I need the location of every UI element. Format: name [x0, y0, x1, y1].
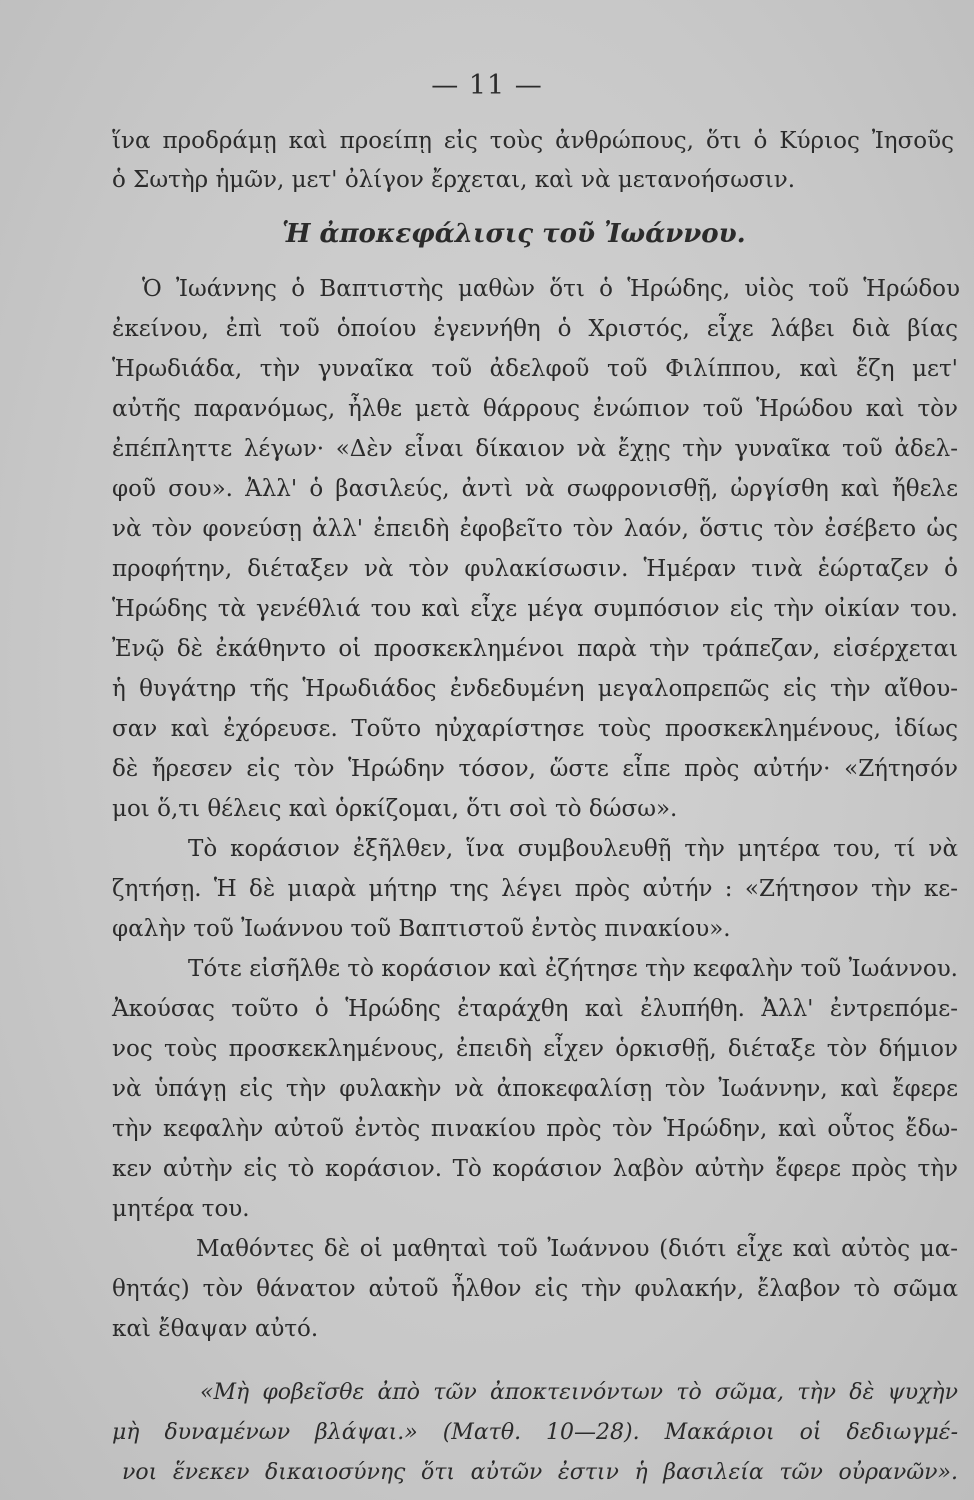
text-line: νὰ ὑπάγῃ εἰς τὴν φυλακὴν νὰ ἀποκεφαλίσῃ τὸν Ἰωάννην, καὶ ἔφερε	[112, 1076, 958, 1102]
text-line: μητέρα του.	[112, 1196, 250, 1222]
text-line: αὐτῆς παρανόμως, ἦλθε μετὰ θάρρους ἐνώπιον τοῦ Ἡρώδου καὶ τὸν	[112, 396, 958, 422]
text-line: ἵνα προδράμῃ καὶ προείπῃ εἰς τοὺς ἀνθρώπους, ὅτι ὁ Κύριος Ἰησοῦς	[112, 128, 954, 154]
text-line: φαλὴν τοῦ Ἰωάννου τοῦ Βαπτιστοῦ ἐντὸς πινακίου».	[112, 916, 731, 942]
text-line: δὲ ἤρεσεν εἰς τὸν Ἡρώδην τόσον, ὥστε εἶπε πρὸς αὐτήν· «Ζήτησόν	[112, 756, 958, 782]
text-line: ἡ θυγάτηρ τῆς Ἡρωδιάδος ἐνδεδυμένη μεγαλοπρεπῶς εἰς τὴν αἴθου-	[112, 676, 958, 702]
text-line: φοῦ σου». Ἀλλ' ὁ βασιλεύς, ἀντὶ νὰ σωφρονισθῇ, ὠργίσθη καὶ ἤθελε	[112, 476, 958, 502]
text-line: ἐπέπληττε λέγων· «Δὲν εἶναι δίκαιον νὰ ἔχῃς τὴν γυναῖκα τοῦ ἀδελ-	[112, 436, 958, 462]
text-line: Ὁ Ἰωάννης ὁ Βαπτιστὴς μαθὼν ὅτι ὁ Ἡρώδης, υἱὸς τοῦ Ἡρώδου	[142, 276, 960, 302]
text-line: Ἡρωδιάδα, τὴν γυναῖκα τοῦ ἀδελφοῦ τοῦ Φιλίππου, καὶ ἔζη μετ'	[112, 356, 958, 382]
text-line: Τότε εἰσῆλθε τὸ κοράσιον καὶ ἐζήτησε τὴν κεφαλὴν τοῦ Ἰωάννου.	[188, 956, 958, 982]
text-line: σαν καὶ ἐχόρευσε. Τοῦτο ηὐχαρίστησε τοὺς προσκεκλημένους, ἰδίως	[112, 716, 958, 742]
text-line: τὴν κεφαλὴν αὐτοῦ ἐντὸς πινακίου πρὸς τὸν Ἡρώδην, καὶ οὗτος ἔδω-	[112, 1116, 958, 1142]
text-line: κεν αὐτὴν εἰς τὸ κοράσιον. Τὸ κοράσιον λαβὸν αὐτὴν ἔφερε πρὸς τὴν	[112, 1156, 958, 1182]
text-line: θητάς) τὸν θάνατον αὐτοῦ ἦλθον εἰς τὴν φυλακήν, ἔλαβον τὸ σῶμα	[112, 1276, 958, 1302]
text-line: Ἐνῷ δὲ ἐκάθηντο οἱ προσκεκλημένοι παρὰ τὴν τράπεζαν, εἰσέρχεται	[112, 636, 958, 662]
text-line: νὰ τὸν φονεύσῃ ἀλλ' ἐπειδὴ ἐφοβεῖτο τὸν λαόν, ὅστις τὸν ἐσέβετο ὡς	[112, 516, 958, 542]
section-heading: Ἡ ἀποκεφάλισις τοῦ Ἰωάννου.	[282, 219, 746, 249]
text-line: Μαθόντες δὲ οἱ μαθηταὶ τοῦ Ἰωάννου (διότι εἶχε καὶ αὐτὸς μα-	[196, 1236, 958, 1262]
quote-line: νοι ἕνεκεν δικαιοσύνης ὅτι αὐτῶν ἐστιν ἡ βασιλεία τῶν οὐρανῶν».	[122, 1460, 958, 1485]
text-line: Ἡρώδης τὰ γενέθλιά του καὶ εἶχε μέγα συμπόσιον εἰς τὴν οἰκίαν του.	[112, 596, 958, 622]
text-line: ὁ Σωτὴρ ἡμῶν, μετ' ὀλίγον ἔρχεται, καὶ νὰ μετανοήσωσιν.	[112, 167, 796, 193]
text-line: ζητήσῃ. Ἡ δὲ μιαρὰ μήτηρ της λέγει πρὸς αὐτήν : «Ζήτησον τὴν κε-	[112, 876, 958, 902]
page-number: — 11 —	[431, 70, 543, 101]
quote-line: μὴ δυναμένων βλάψαι.» (Ματθ. 10—28). Μακάριοι οἱ δεδιωγμέ-	[112, 1420, 958, 1445]
text-line: μοι ὅ,τι θέλεις καὶ ὁρκίζομαι, ὅτι σοὶ τὸ δώσω».	[112, 796, 678, 822]
text-line: καὶ ἔθαψαν αὐτό.	[112, 1316, 319, 1342]
text-line: Τὸ κοράσιον ἐξῆλθεν, ἵνα συμβουλευθῇ τὴν μητέρα του, τί νὰ	[188, 836, 958, 862]
text-line: Ἀκούσας τοῦτο ὁ Ἡρώδης ἐταράχθη καὶ ἐλυπήθη. Ἀλλ' ἐντρεπόμε-	[112, 996, 958, 1022]
text-line: νος τοὺς προσκεκλημένους, ἐπειδὴ εἶχεν ὁρκισθῇ, διέταξε τὸν δήμιον	[112, 1036, 958, 1062]
text-line: προφήτην, διέταξεν νὰ τὸν φυλακίσωσιν. Ἡμέραν τινὰ ἑώρταζεν ὁ	[112, 556, 958, 582]
quote-line: «Μὴ φοβεῖσθε ἀπὸ τῶν ἀποκτεινόντων τὸ σῶμα, τὴν δὲ ψυχὴν	[200, 1380, 958, 1405]
text-line: ἐκείνου, ἐπὶ τοῦ ὁποίου ἐγεννήθη ὁ Χριστός, εἶχε λάβει διὰ βίας	[112, 316, 958, 342]
